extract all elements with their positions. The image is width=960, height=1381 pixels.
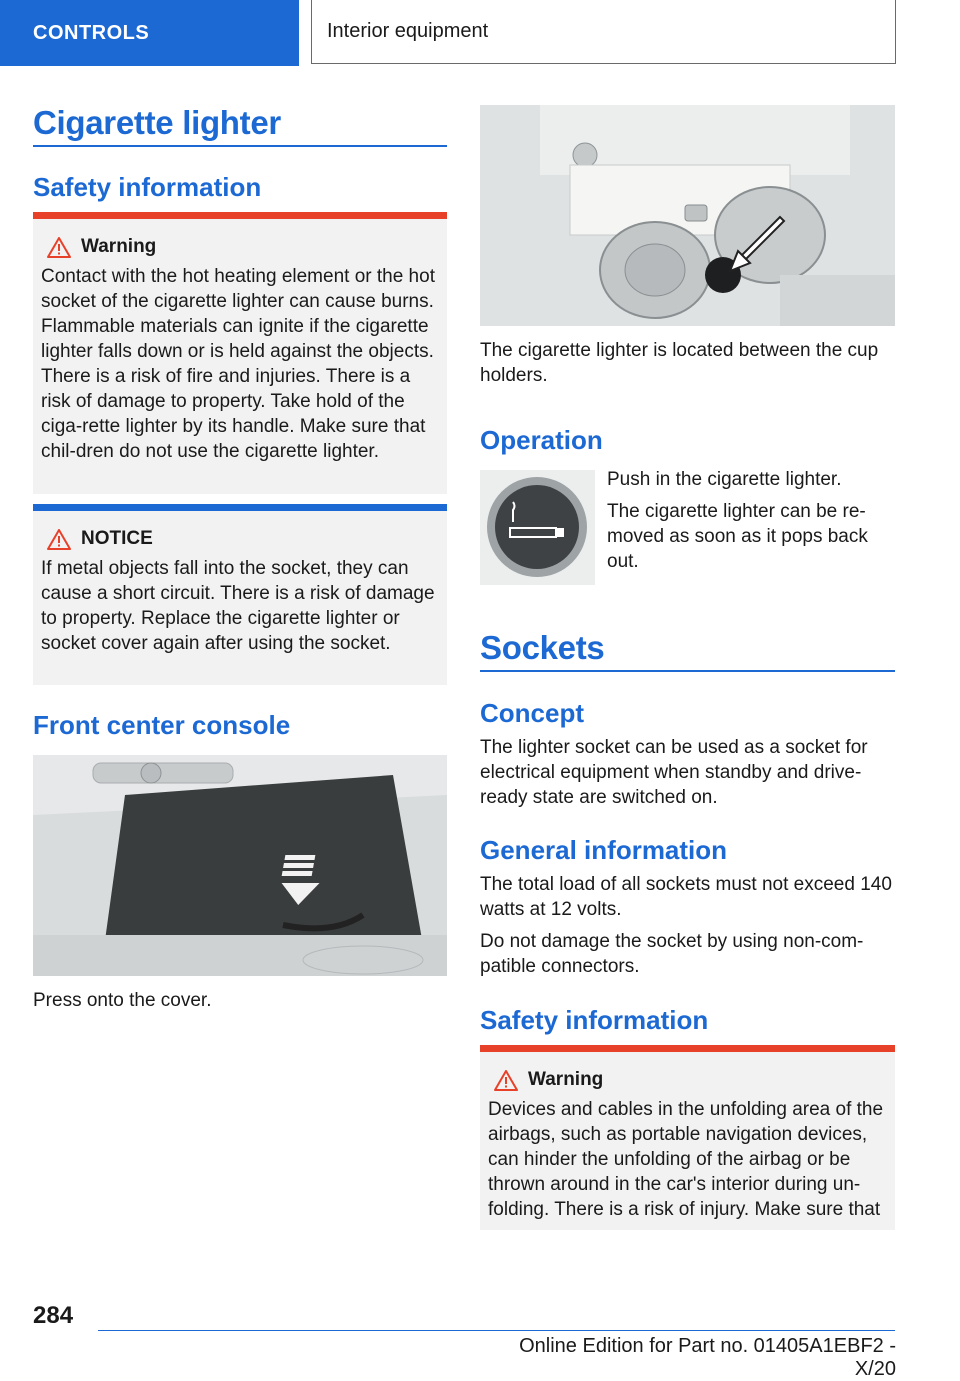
concept-heading: Concept [480,698,584,728]
cigarette-lighter-button-image [480,470,595,585]
warning-box-right [480,1045,895,1230]
notice-box [33,504,447,685]
lighter-location-caption: The cigarette lighter is located between the cup holders. [480,340,879,386]
warning-bar [33,212,447,219]
notice-text: If metal objects fall into the socket, they can cause a short circuit. There is a risk of damage to property. Replace the cigarette lighter or socket cover again after using the socket. [41,558,435,654]
footer-rule [98,1330,895,1331]
title-rule [33,145,447,147]
notice-triangle-icon [47,529,71,550]
section-label: CONTROLS [33,21,150,44]
sockets-rule [480,670,895,672]
warning-text-right: Devices and cables in the unfolding area of the airbags, such as portable navigation devices, can hinder the unfolding of the airbag or be thrown around in the car's interior during un‐folding. There is a risk of injury. Make sure that [488,1099,884,1220]
warning-triangle-icon [47,237,71,258]
safety-heading-left: Safety information [33,172,262,202]
section-tab [0,0,299,66]
page-number: 284 [33,1302,74,1329]
chapter-label: Interior equipment [327,20,489,42]
warning-triangle-icon-right [494,1070,518,1091]
warning-bar-right [480,1045,895,1052]
notice-bar [33,504,447,511]
console-caption: Press onto the cover. [33,990,212,1011]
warning-label-right: Warning [528,1069,604,1090]
cigarette-lighter-title: Cigarette lighter [33,104,281,141]
general-info-p2: Do not damage the socket by using non-com‐patible connectors. [480,931,864,977]
warning-box-left [33,212,447,494]
operation-step-2: The cigarette lighter can be re‐moved as soon as it pops back out. [607,501,868,572]
cigarette-lighter-location-photo [480,105,895,326]
chapter-tab [311,0,896,64]
warning-text: Contact with the hot heating element or the hot socket of the cigarette lighter can cause burns. Flammable materials can ignite if the cigarette lighter falls down or is held against the objects. There is a risk of fire and injuries. There is a risk of damage to property. Take hold of the ciga‐rette lighter by its handle. Make sure that chil‐dren do not use the cigarette lighter. [41,266,435,462]
console-heading: Front center console [33,710,291,740]
edition-text: Online Edition for Part no. 01405A1EBF2 - X/20 [519,1335,896,1380]
safety-heading-right: Safety information [480,1005,709,1035]
general-info-heading: General information [480,835,728,865]
operation-step-1: Push in the cigarette lighter. [607,469,842,490]
center-console-photo [33,755,447,976]
notice-label: NOTICE [81,528,153,549]
concept-text: The lighter socket can be used as a socket for electrical equipment when standby and drive‐ready state are switched on. [480,737,868,808]
operation-heading: Operation [480,425,603,455]
warning-label: Warning [81,236,157,257]
sockets-title: Sockets [480,629,605,666]
general-info-p1: The total load of all sockets must not exceed 140 watts at 12 volts. [480,874,892,920]
